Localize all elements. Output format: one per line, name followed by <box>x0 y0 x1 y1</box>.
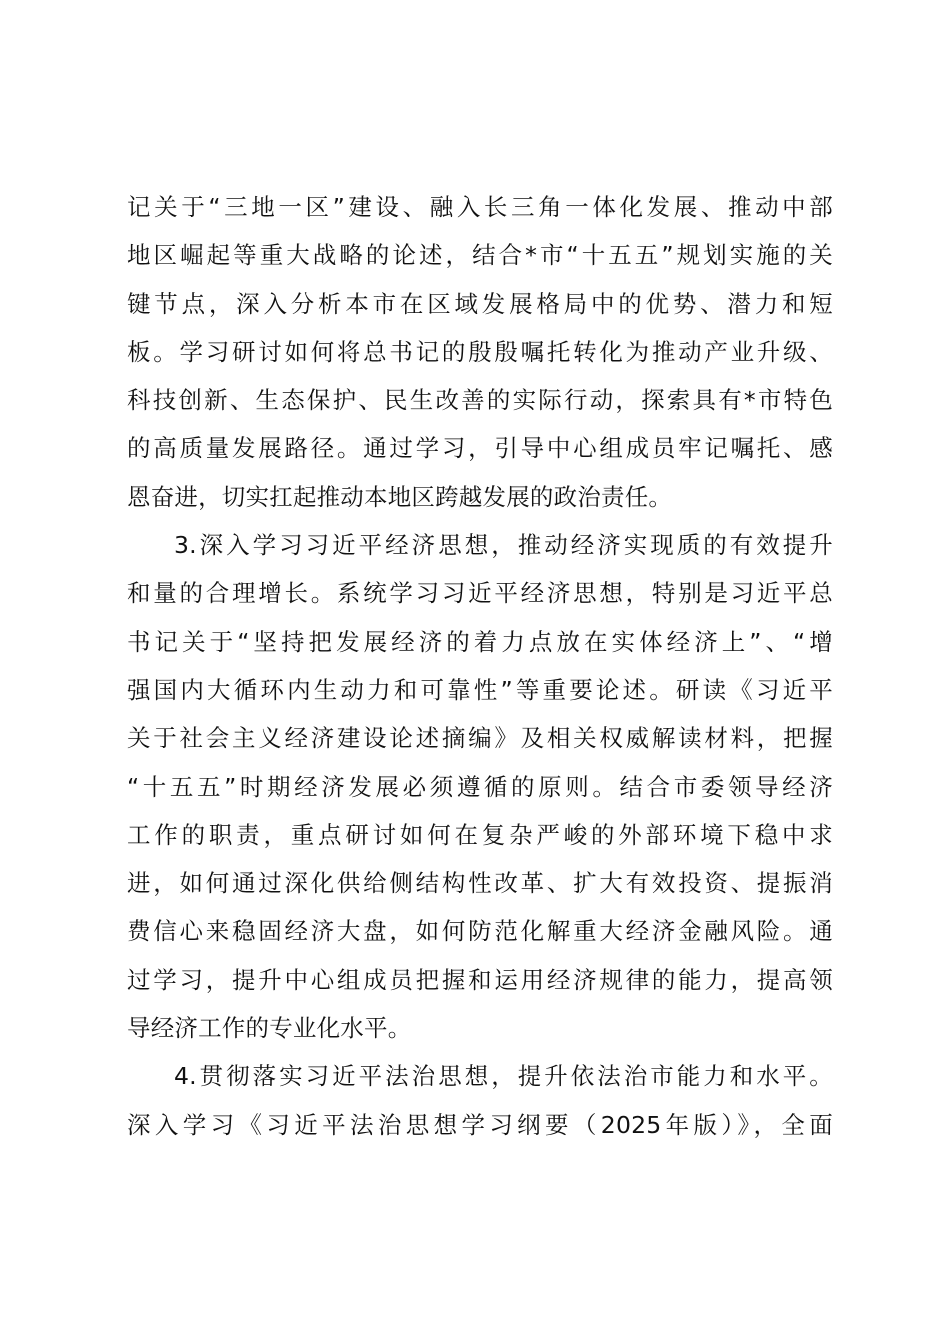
text-line: 地区崛起等重大战略的论述，结合*市“十五五”规划实施的关 <box>127 241 833 270</box>
text-line: 和量的合理增长。系统学习习近平经济思想，特别是习近平总 <box>127 579 833 608</box>
text-line: 工作的职责，重点研讨如何在复杂严峻的外部环境下稳中求 <box>127 820 833 849</box>
text-line-paragraph-end: 导经济工作的专业化水平。 <box>127 1014 412 1043</box>
text-line: 板。学习研讨如何将总书记的殷殷嘱托转化为推动产业升级、 <box>127 337 833 366</box>
text-line: “十五五”时期经济发展必须遵循的原则。结合市委领导经济 <box>127 772 833 801</box>
text-line: 深入学习《习近平法治思想学习纲要（2025年版）》，全面 <box>127 1110 833 1139</box>
document-body <box>127 183 833 1149</box>
text-line: 强国内大循环内生动力和可靠性”等重要论述。研读《习近平 <box>127 675 833 704</box>
text-line-paragraph-end: 恩奋进，切实扛起推动本地区跨越发展的政治责任。 <box>127 482 673 511</box>
text-line: 过学习，提升中心组成员把握和运用经济规律的能力，提高领 <box>127 965 833 994</box>
text-line: 关于社会主义经济建设论述摘编》及相关权威解读材料，把握 <box>127 724 833 753</box>
text-line: 进，如何通过深化供给侧结构性改革、扩大有效投资、提振消 <box>127 869 833 898</box>
section-heading-4: 4.贯彻落实习近平法治思想，提升依法治市能力和水平。 <box>174 1062 833 1091</box>
text-line: 书记关于“坚持把发展经济的着力点放在实体经济上”、“增 <box>127 627 833 656</box>
text-line: 键节点，深入分析本市在区域发展格局中的优势、潜力和短 <box>127 289 833 318</box>
text-line: 记关于“三地一区”建设、融入长三角一体化发展、推动中部 <box>127 193 833 221</box>
text-line: 费信心来稳固经济大盘，如何防范化解重大经济金融风险。通 <box>127 917 833 946</box>
section-heading-3: 3.深入学习习近平经济思想，推动经济实现质的有效提升 <box>174 531 833 560</box>
text-line: 的高质量发展路径。通过学习，引导中心组成员牢记嘱托、感 <box>127 434 833 463</box>
text-line: 科技创新、生态保护、民生改善的实际行动，探索具有*市特色 <box>127 386 833 415</box>
